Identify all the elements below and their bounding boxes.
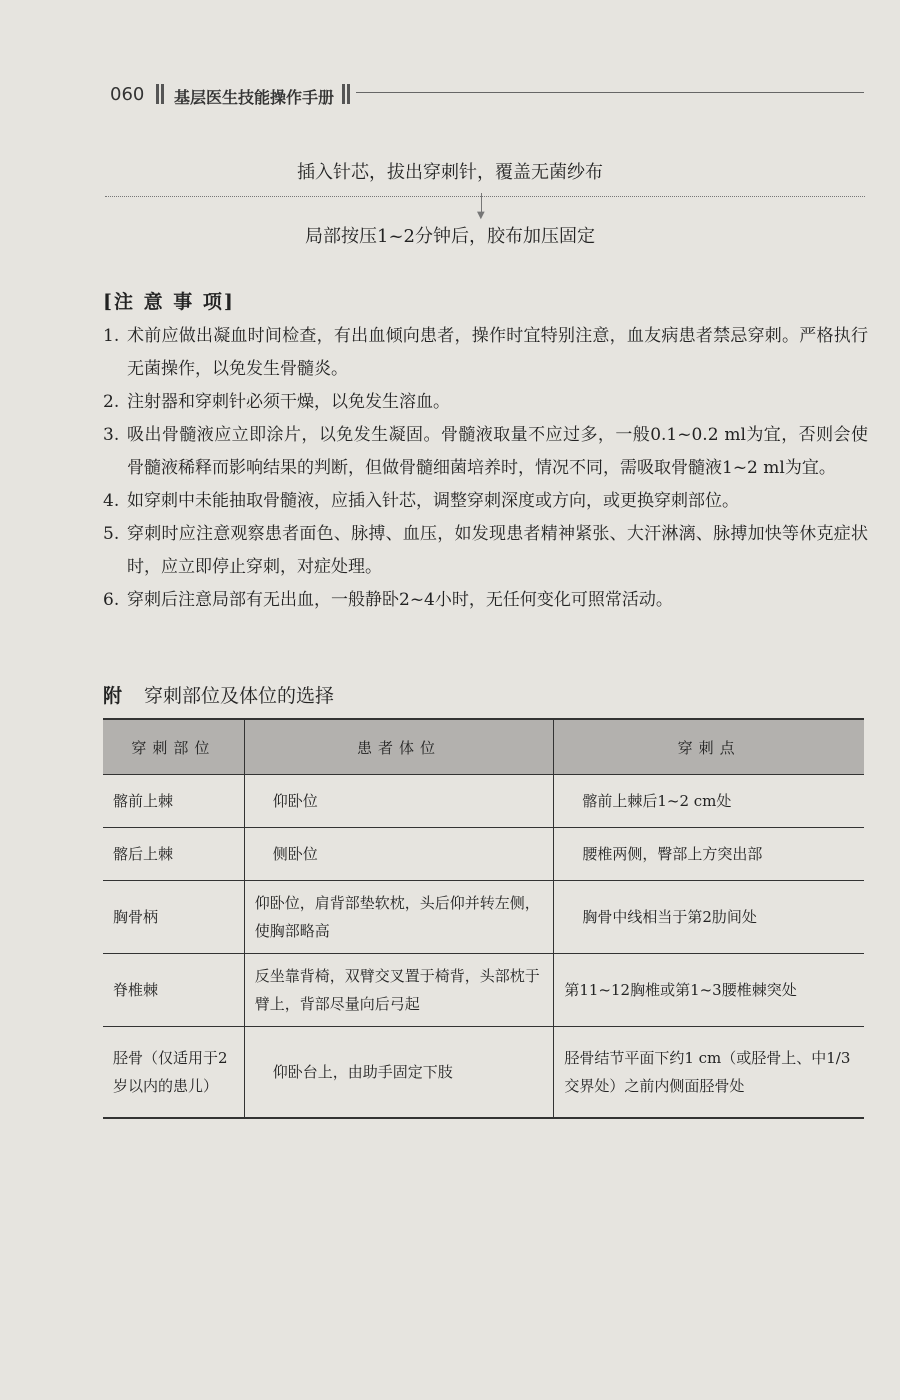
appendix-heading — [103, 681, 334, 708]
table-row — [103, 775, 864, 828]
notes-list — [103, 320, 868, 617]
table-cell: 胸骨柄 — [103, 881, 244, 954]
note-item — [103, 419, 868, 485]
note-text: 术前应做出凝血时间检查，有出血倾向患者，操作时宜特别注意，血友病患者禁忌穿刺。严格执行无菌操作，以免发生骨髓炎。 — [127, 326, 868, 379]
section-title: [注 意 事 项] — [103, 291, 235, 313]
note-number: 6. — [103, 590, 120, 610]
flow-step: 插入针芯，拔出穿刺针，覆盖无菌纱布 — [297, 162, 603, 183]
flow-step: 局部按压1~2分钟后，胶布加压固定 — [305, 226, 595, 247]
flow-divider — [105, 196, 865, 197]
table-row — [103, 828, 864, 881]
column-header: 穿刺点 — [554, 719, 864, 775]
table-cell: 髂后上棘 — [103, 828, 244, 881]
table-cell: 胫骨结节平面下约1 cm（或胫骨上、中1/3交界处）之前内侧面胫骨处 — [554, 1027, 864, 1119]
note-text: 穿刺后注意局部有无出血，一般静卧2~4小时，无任何变化可照常活动。 — [127, 590, 673, 610]
note-number: 3. — [103, 425, 120, 445]
header-divider-icon — [342, 84, 352, 108]
note-text: 注射器和穿刺针必须干燥，以免发生溶血。 — [127, 392, 450, 412]
column-header: 患者体位 — [244, 719, 554, 775]
table-cell: 脊椎棘 — [103, 954, 244, 1027]
table-cell: 胸骨中线相当于第2肋间处 — [554, 881, 864, 954]
appendix-title: 穿刺部位及体位的选择 — [144, 685, 335, 707]
table-cell: 胫骨（仅适用于2岁以内的患儿） — [103, 1027, 244, 1119]
note-number: 5. — [103, 524, 120, 544]
note-item — [103, 485, 868, 518]
note-text: 穿刺时应注意观察患者面色、脉搏、血压，如发现患者精神紧张、大汗淋漓、脉搏加快等休克症状时，应立即停止穿刺，对症处理。 — [127, 524, 868, 577]
column-header: 穿刺部位 — [103, 719, 244, 775]
arrow-head-icon: ▼ — [477, 210, 485, 221]
header-divider-icon — [156, 84, 166, 108]
note-number: 2. — [103, 392, 120, 412]
table-cell: 髂前上棘 — [103, 775, 244, 828]
table-row — [103, 1027, 864, 1119]
table-cell: 仰卧台上，由助手固定下肢 — [244, 1027, 554, 1119]
table-cell: 反坐靠背椅，双臂交叉置于椅背，头部枕于臂上，背部尽量向后弓起 — [244, 954, 554, 1027]
note-item — [103, 386, 868, 419]
table-cell: 仰卧位，肩背部垫软枕，头后仰并转左侧，使胸部略高 — [244, 881, 554, 954]
note-number: 1. — [103, 326, 120, 346]
puncture-site-table — [103, 718, 864, 1119]
note-text: 如穿刺中未能抽取骨髓液，应插入针芯，调整穿刺深度或方向，或更换穿刺部位。 — [127, 491, 739, 511]
table-row — [103, 954, 864, 1027]
note-item — [103, 584, 868, 617]
table-cell: 仰卧位 — [244, 775, 554, 828]
page-number: 060 — [110, 84, 145, 105]
table-header-row — [103, 719, 864, 775]
note-item — [103, 320, 868, 386]
note-text: 吸出骨髓液应立即涂片，以免发生凝固。骨髓液取量不应过多，一般0.1~0.2 ml为宜，否则会使骨髓液稀释而影响结果的判断，但做骨髓细菌培养时，情况不同，需吸取骨髓液1~2 ml为宜。 — [127, 425, 868, 478]
table-cell: 第11~12胸椎或第1~3腰椎棘突处 — [554, 954, 864, 1027]
header-rule — [356, 92, 864, 93]
note-number: 4. — [103, 491, 120, 511]
table-row — [103, 881, 864, 954]
book-title: 基层医生技能操作手册 — [174, 88, 335, 107]
page-header — [110, 82, 870, 112]
table-cell: 腰椎两侧，臀部上方突出部 — [554, 828, 864, 881]
table-cell: 髂前上棘后1~2 cm处 — [554, 775, 864, 828]
table-cell: 侧卧位 — [244, 828, 554, 881]
note-item — [103, 518, 868, 584]
appendix-label: 附 — [103, 685, 123, 707]
